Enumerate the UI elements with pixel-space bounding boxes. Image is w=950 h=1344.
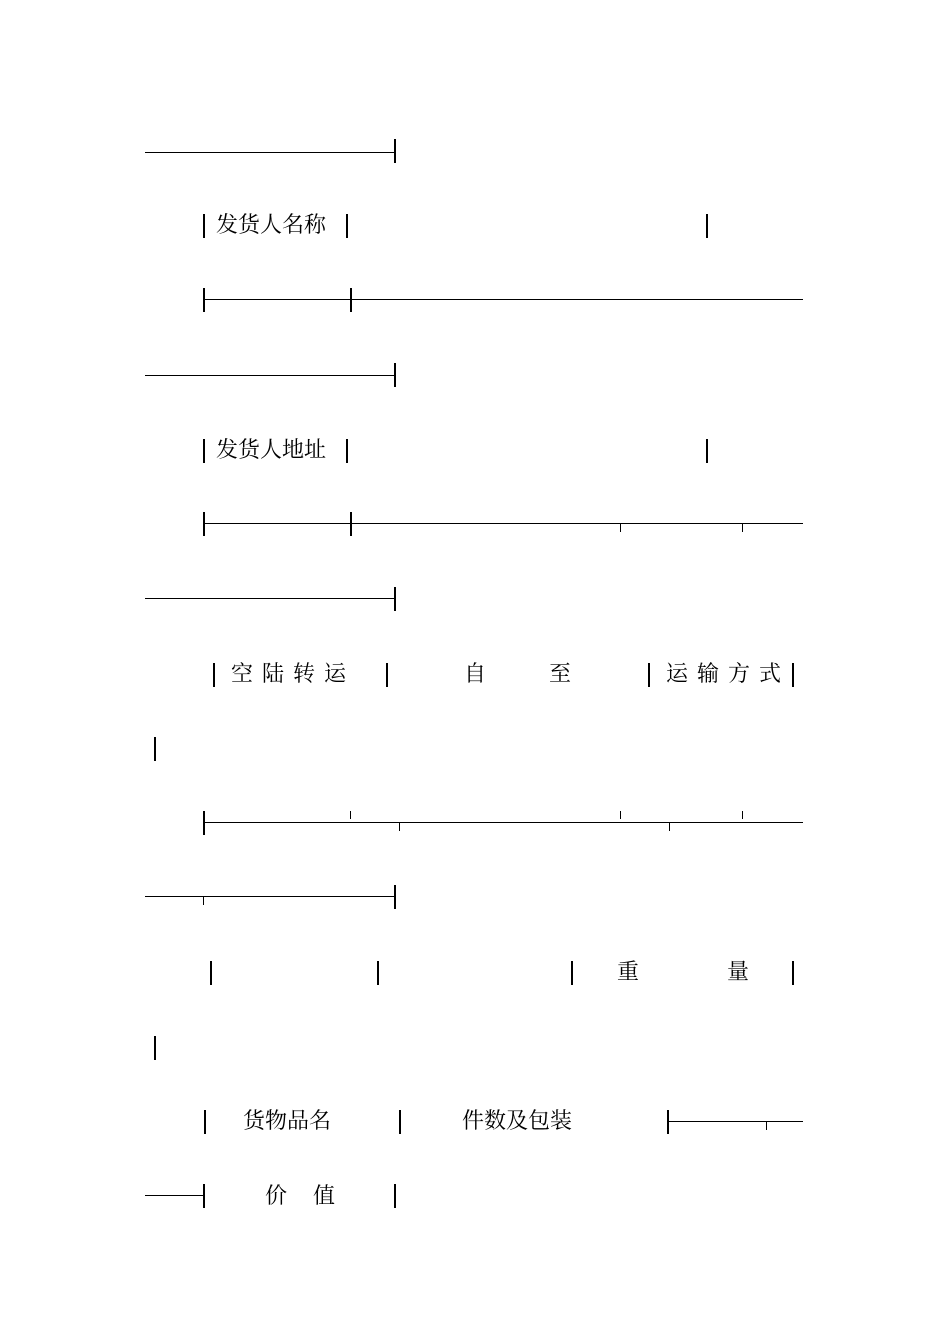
cell-border bbox=[203, 897, 204, 905]
cell-border bbox=[210, 961, 212, 985]
cell-border bbox=[648, 663, 650, 687]
cell-border bbox=[394, 587, 396, 611]
rule-line bbox=[145, 375, 396, 376]
value-label-2: 值 bbox=[313, 1184, 336, 1209]
rule-line bbox=[145, 152, 396, 153]
rule-line bbox=[205, 523, 803, 524]
cell-border bbox=[792, 663, 794, 687]
goods-name-label: 货物品名 bbox=[243, 1109, 332, 1134]
cell-border bbox=[386, 663, 388, 687]
rule-line bbox=[145, 896, 396, 897]
cell-border bbox=[350, 288, 352, 312]
cell-border bbox=[394, 885, 396, 909]
cell-border bbox=[203, 439, 205, 463]
weight-label-2: 量 bbox=[727, 960, 750, 985]
cell-border bbox=[203, 811, 205, 835]
cell-border bbox=[394, 139, 396, 163]
cell-border bbox=[203, 1184, 205, 1208]
cell-border bbox=[350, 512, 352, 536]
cell-border bbox=[399, 823, 400, 831]
cell-border bbox=[620, 524, 621, 532]
cell-border bbox=[766, 1122, 767, 1130]
cell-border bbox=[706, 439, 708, 463]
cell-border bbox=[154, 737, 156, 761]
cell-border bbox=[742, 811, 743, 819]
transport-mode-label: 运输方式 bbox=[666, 662, 791, 687]
cell-border bbox=[399, 1110, 401, 1134]
cell-border bbox=[213, 663, 215, 687]
cell-border bbox=[706, 214, 708, 238]
cell-border bbox=[742, 524, 743, 532]
to-label: 至 bbox=[549, 662, 572, 687]
cell-border bbox=[203, 288, 205, 312]
weight-label-1: 重 bbox=[617, 960, 640, 985]
cell-border bbox=[571, 961, 573, 985]
cell-border bbox=[346, 214, 348, 238]
cell-border bbox=[669, 823, 670, 831]
air-land-transfer-label: 空陆转运 bbox=[231, 662, 356, 687]
cell-border bbox=[203, 512, 205, 536]
cell-border bbox=[346, 439, 348, 463]
shipper-address-label: 发货人地址 bbox=[216, 438, 327, 463]
cell-border bbox=[350, 811, 351, 819]
cell-border bbox=[203, 214, 205, 238]
cell-border bbox=[154, 1036, 156, 1060]
rule-line bbox=[205, 822, 803, 823]
shipper-name-label: 发货人名称 bbox=[216, 213, 327, 238]
from-label: 自 bbox=[464, 662, 487, 687]
rule-line bbox=[669, 1121, 803, 1122]
rule-line bbox=[145, 1195, 205, 1196]
cell-border bbox=[377, 961, 379, 985]
cell-border bbox=[394, 363, 396, 387]
cell-border bbox=[394, 1184, 396, 1208]
pieces-packaging-label: 件数及包装 bbox=[462, 1109, 573, 1134]
rule-line bbox=[145, 598, 396, 599]
cell-border bbox=[792, 961, 794, 985]
rule-line bbox=[205, 299, 803, 300]
cell-border bbox=[204, 1110, 206, 1134]
cell-border bbox=[620, 811, 621, 819]
value-label-1: 价 bbox=[265, 1184, 288, 1209]
